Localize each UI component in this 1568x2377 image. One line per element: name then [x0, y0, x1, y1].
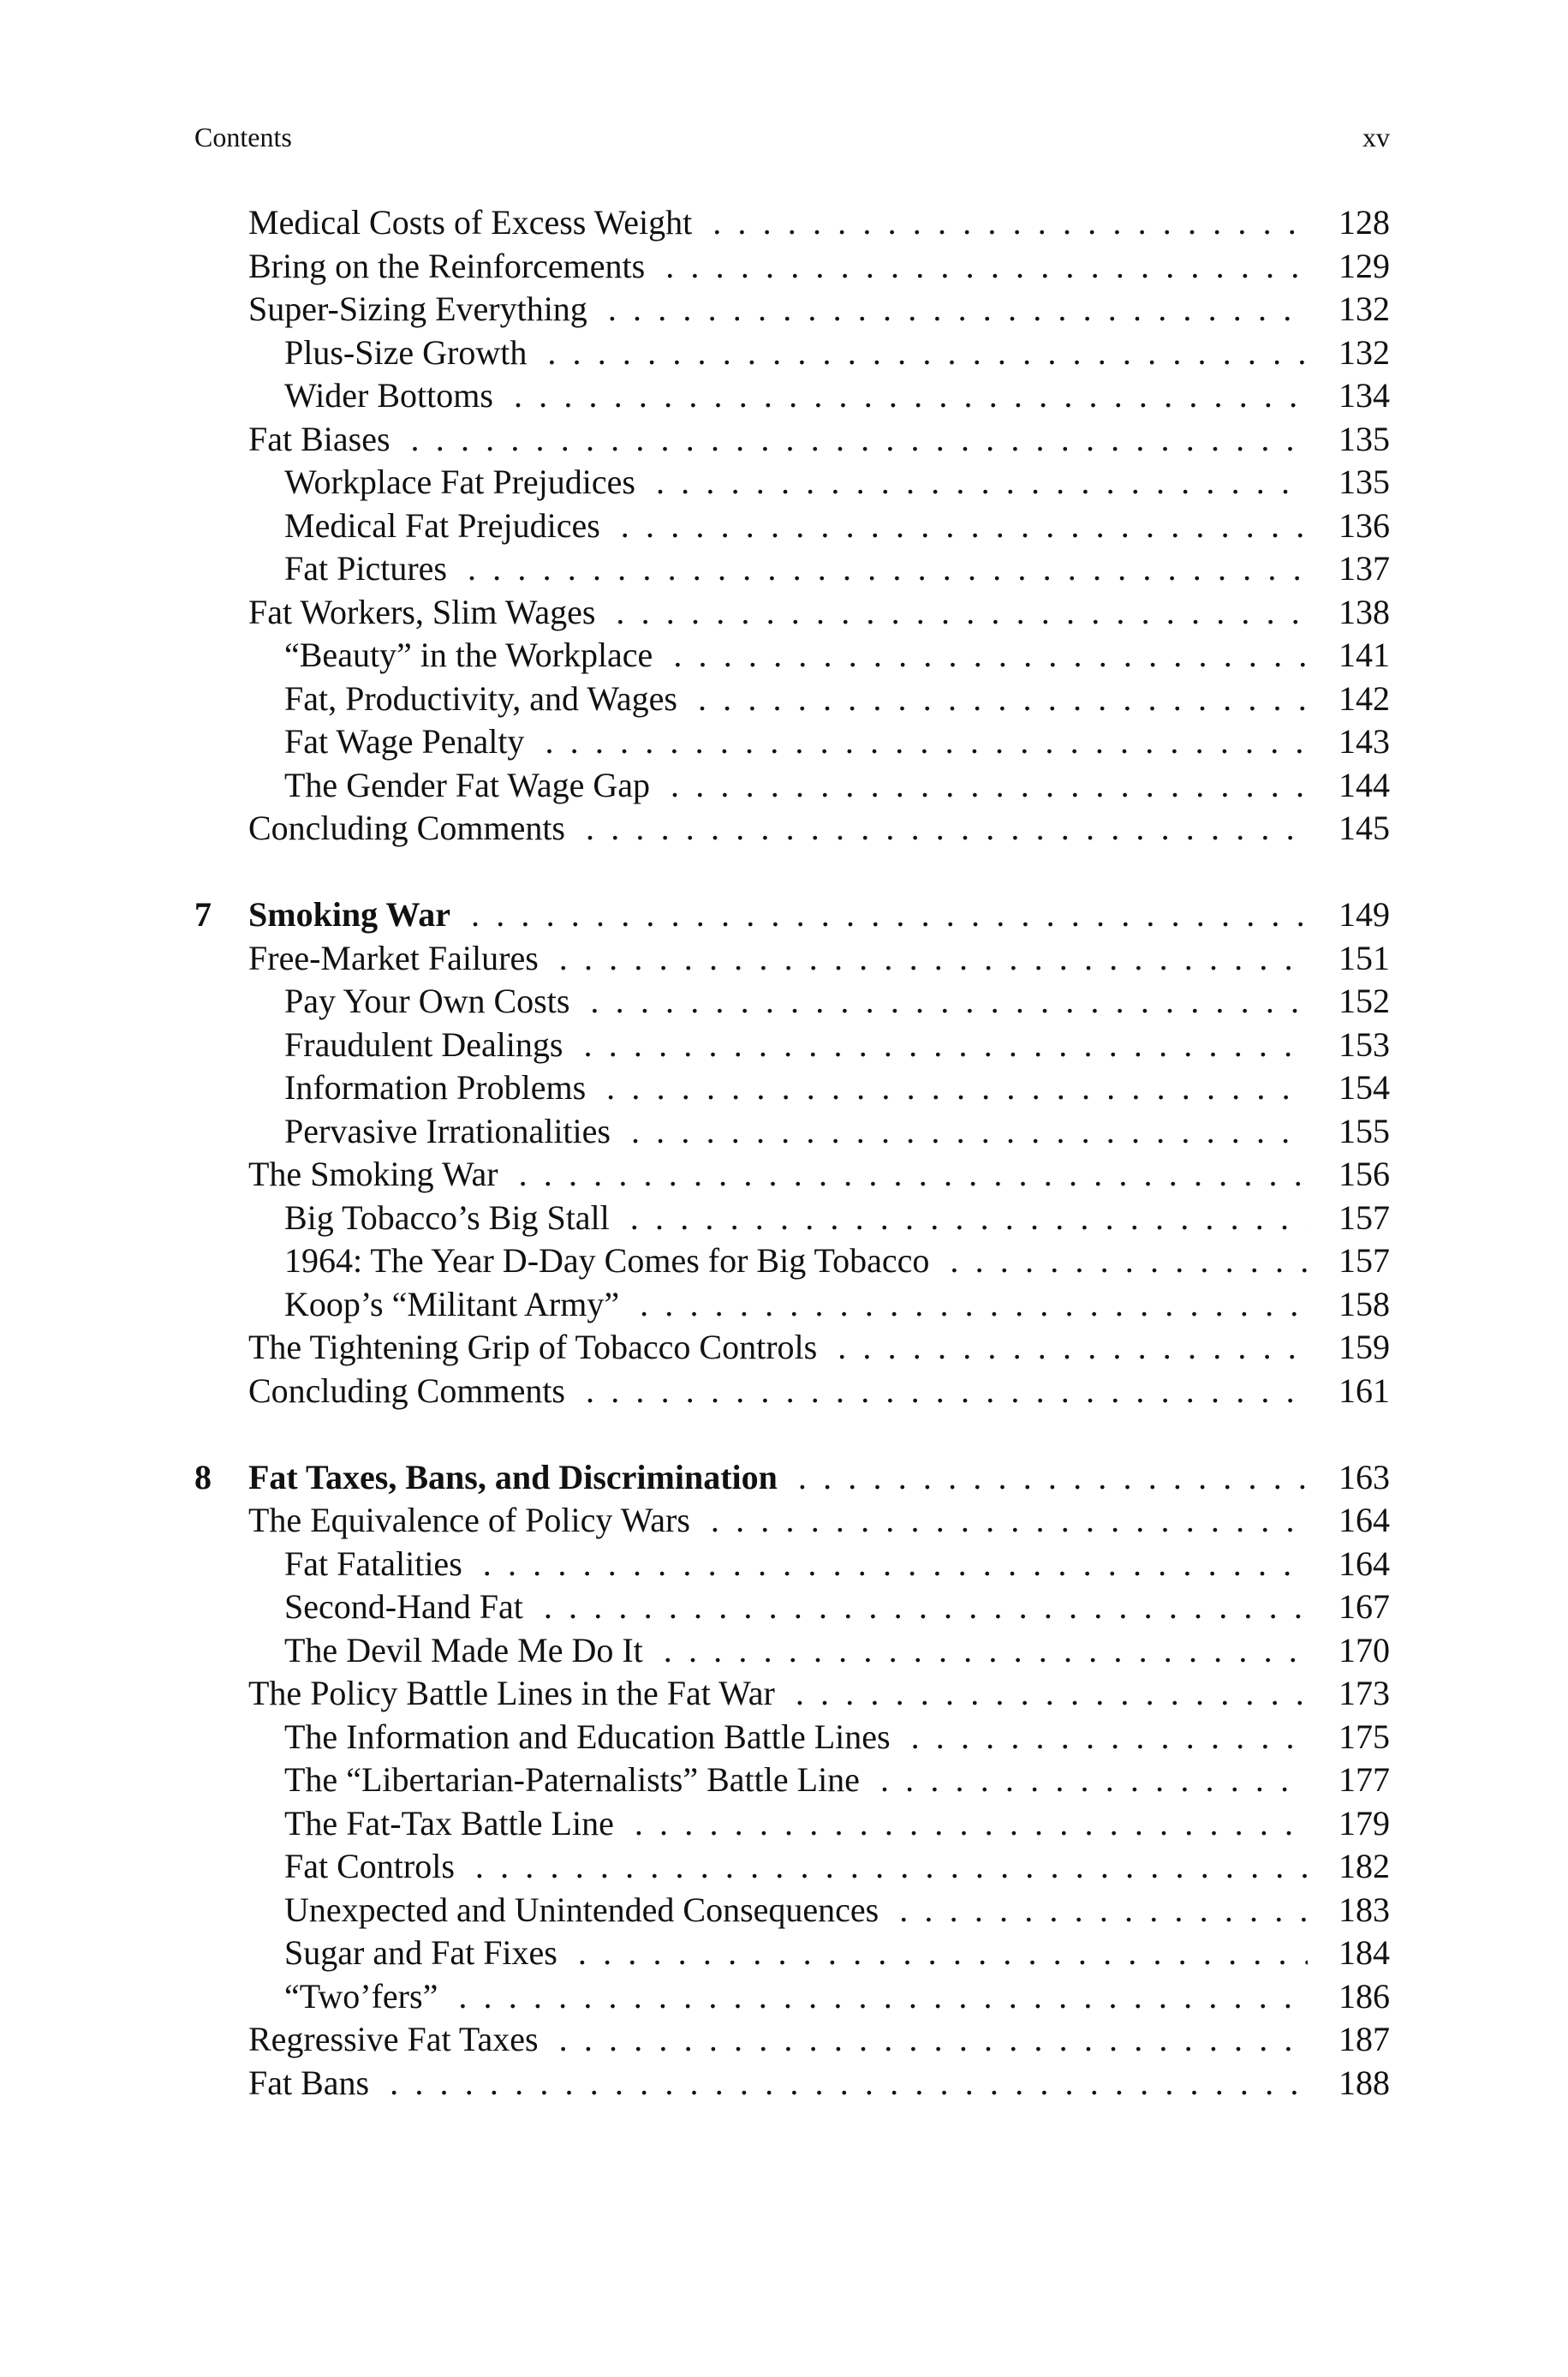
toc-entry-title-wrap	[284, 634, 1308, 678]
dot-leader	[671, 764, 1308, 808]
dot-leader	[631, 1110, 1308, 1154]
toc-entry-page-number: 136	[1338, 505, 1390, 545]
toc-entry-page-number: 161	[1338, 1371, 1390, 1410]
chapter-number: 8	[194, 1457, 212, 1496]
toc-entry-title-wrap	[284, 505, 1308, 548]
dot-leader	[468, 547, 1308, 591]
toc-subsection-entry[interactable]	[194, 1716, 1390, 1759]
toc-entry-title-wrap	[248, 2018, 1308, 2062]
toc-entry-title-wrap	[284, 461, 1308, 505]
toc-subsection-entry[interactable]	[194, 1629, 1390, 1673]
toc-entry-title-wrap	[248, 201, 1308, 245]
toc-subsection-entry[interactable]	[194, 505, 1390, 548]
toc-entry-page-number: 167	[1338, 1587, 1390, 1626]
toc-entry-title-wrap	[284, 547, 1308, 591]
toc-entry-title: Sugar and Fat Fixes	[284, 1933, 557, 1972]
toc-entry-page-number: 153	[1338, 1024, 1390, 1064]
toc-section-entry[interactable]	[194, 2018, 1390, 2062]
toc-entry-title-wrap	[248, 893, 1308, 937]
toc-entry-title-wrap	[248, 1672, 1308, 1716]
toc-entry-title-wrap	[248, 418, 1308, 462]
toc-entry-page-number: 164	[1338, 1544, 1390, 1583]
toc-entry-page-number: 137	[1338, 549, 1390, 588]
dot-leader	[616, 591, 1308, 635]
toc-entry-title-wrap	[248, 1456, 1308, 1500]
toc-subsection-entry[interactable]	[194, 1802, 1390, 1846]
toc-entry-title-wrap	[248, 937, 1308, 981]
toc-entry-title: 1964: The Year D-Day Comes for Big Tobacco	[284, 1241, 930, 1280]
toc-entry-title: Workplace Fat Prejudices	[284, 463, 635, 501]
toc-entry-page-number: 158	[1338, 1284, 1390, 1323]
toc-entry-title-wrap	[284, 1283, 1308, 1327]
toc-section-entry[interactable]	[194, 245, 1390, 289]
dot-leader	[712, 201, 1308, 245]
toc-entry-title: “Beauty” in the Workplace	[284, 636, 653, 674]
toc-entry-page-number: 170	[1338, 1630, 1390, 1669]
toc-section-entry[interactable]	[194, 1672, 1390, 1716]
toc-entry-title: Smoking War	[248, 895, 450, 934]
dot-leader	[640, 1283, 1308, 1327]
toc-entry-title-wrap	[248, 591, 1308, 635]
toc-entry-page-number: 159	[1338, 1328, 1390, 1366]
toc-entry-page-number: 163	[1338, 1457, 1390, 1496]
toc-entry-title: The Fat-Tax Battle Line	[284, 1803, 614, 1842]
toc-entry-page-number: 188	[1338, 2063, 1390, 2102]
dot-leader	[559, 2018, 1308, 2062]
toc-entry-title-wrap	[284, 720, 1308, 764]
toc-entry-title-wrap	[284, 1543, 1308, 1586]
dot-leader	[635, 1802, 1308, 1846]
dot-leader	[950, 1239, 1308, 1283]
toc-entry-page-number: 129	[1338, 246, 1390, 285]
toc-entry-title: Unexpected and Unintended Consequences	[284, 1890, 879, 1929]
toc-subsection-entry[interactable]	[194, 1543, 1390, 1586]
toc-entry-title-wrap	[284, 1629, 1308, 1673]
dot-leader	[880, 1759, 1308, 1802]
dot-leader	[911, 1716, 1308, 1759]
toc-entry-title: The Information and Education Battle Lines	[284, 1717, 891, 1756]
toc-entry-page-number: 144	[1338, 765, 1390, 804]
toc-entry-page-number: 177	[1338, 1760, 1390, 1799]
toc-entry-page-number: 134	[1338, 376, 1390, 415]
toc-entry-page-number: 179	[1338, 1803, 1390, 1842]
toc-entry-title-wrap	[284, 1197, 1308, 1240]
toc-subsection-entry[interactable]	[194, 764, 1390, 808]
dot-leader	[483, 1543, 1308, 1586]
toc-entry-page-number: 135	[1338, 419, 1390, 458]
toc-entry-page-number: 142	[1338, 678, 1390, 718]
toc-entry-title: Concluding Comments	[248, 1371, 565, 1410]
toc-section-entry[interactable]	[194, 418, 1390, 462]
toc-section-entry[interactable]	[194, 591, 1390, 635]
toc-entry-title: The Devil Made Me Do It	[284, 1630, 643, 1669]
toc-entry-title: Regressive Fat Taxes	[248, 2020, 539, 2058]
dot-leader	[590, 980, 1308, 1024]
toc-subsection-entry[interactable]	[194, 461, 1390, 505]
toc-entry-page-number: 164	[1338, 1501, 1390, 1539]
toc-subsection-entry[interactable]	[194, 374, 1390, 418]
toc-subsection-entry[interactable]	[194, 1283, 1390, 1327]
toc-section-entry[interactable]	[194, 1326, 1390, 1370]
toc-entry-title-wrap	[284, 1975, 1308, 2019]
toc-subsection-entry[interactable]	[194, 980, 1390, 1024]
dot-leader	[838, 1326, 1308, 1370]
dot-leader	[711, 1499, 1308, 1543]
toc-entry-title-wrap	[248, 1326, 1308, 1370]
toc-section-entry[interactable]	[194, 937, 1390, 981]
toc-entry-title-wrap	[284, 764, 1308, 808]
toc-entry-title: Big Tobacco’s Big Stall	[284, 1197, 610, 1237]
dot-leader	[514, 374, 1308, 418]
dot-leader	[899, 1889, 1308, 1932]
dot-leader	[578, 1932, 1308, 1975]
toc-subsection-entry[interactable]	[194, 1586, 1390, 1629]
toc-entry-page-number: 157	[1338, 1197, 1390, 1237]
toc-entry-page-number: 186	[1338, 1976, 1390, 2016]
toc-entry-page-number: 182	[1338, 1847, 1390, 1885]
toc-section-entry[interactable]	[194, 1153, 1390, 1197]
toc-entry-title-wrap	[284, 1802, 1308, 1846]
toc-entry-title-wrap	[284, 1066, 1308, 1110]
toc-entry-title: Fat Biases	[248, 419, 391, 458]
toc-section-entry[interactable]	[194, 201, 1390, 245]
toc-entry-page-number: 175	[1338, 1717, 1390, 1756]
toc-entry-page-number: 155	[1338, 1111, 1390, 1150]
dot-leader	[698, 678, 1308, 721]
dot-leader	[586, 807, 1308, 851]
toc-entry-title: Medical Costs of Excess Weight	[248, 203, 693, 242]
toc-subsection-entry[interactable]	[194, 1845, 1390, 1889]
toc-entry-title: Pervasive Irrationalities	[284, 1111, 611, 1150]
toc-entry-title-wrap	[248, 288, 1308, 331]
toc-entry-page-number: 183	[1338, 1890, 1390, 1929]
toc-subsection-entry[interactable]	[194, 1975, 1390, 2019]
toc-entry-title: Information Problems	[284, 1068, 587, 1107]
toc-group-spacer	[194, 1412, 1390, 1456]
toc-entry-page-number: 128	[1338, 203, 1390, 242]
toc-entry-page-number: 145	[1338, 809, 1390, 847]
toc-entry-title: Fat Workers, Slim Wages	[248, 592, 596, 631]
toc-subsection-entry[interactable]	[194, 1197, 1390, 1240]
toc-entry-title: The Smoking War	[248, 1155, 498, 1193]
toc-entry-title: Fat Fatalities	[284, 1544, 462, 1583]
toc-entry-title: Free-Market Failures	[248, 938, 539, 977]
toc-entry-title-wrap	[248, 1153, 1308, 1197]
toc-entry-title-wrap	[284, 374, 1308, 418]
running-head	[194, 122, 1390, 159]
toc-entry-title-wrap	[284, 1110, 1308, 1154]
dot-leader	[798, 1456, 1308, 1500]
dot-leader	[608, 288, 1308, 331]
toc-chapter-entry[interactable]	[194, 1456, 1390, 1500]
toc-entry-title: Fat Pictures	[284, 549, 447, 588]
dot-leader	[606, 1066, 1308, 1110]
dot-leader	[547, 331, 1308, 375]
toc-section-entry[interactable]	[194, 2062, 1390, 2105]
toc-entry-page-number: 152	[1338, 982, 1390, 1020]
toc-entry-title-wrap	[248, 1499, 1308, 1543]
table-of-contents	[194, 201, 1390, 2105]
toc-entry-title-wrap	[284, 980, 1308, 1024]
toc-section-entry[interactable]	[194, 1370, 1390, 1413]
toc-section-entry[interactable]	[194, 1499, 1390, 1543]
toc-entry-title-wrap	[284, 678, 1308, 721]
dot-leader	[545, 720, 1308, 764]
toc-subsection-entry[interactable]	[194, 1024, 1390, 1067]
toc-entry-page-number: 156	[1338, 1155, 1390, 1193]
toc-entry-title-wrap	[284, 1716, 1308, 1759]
toc-entry-title-wrap	[248, 1370, 1308, 1413]
toc-entry-title: Koop’s “Militant Army”	[284, 1284, 620, 1323]
dot-leader	[630, 1197, 1308, 1240]
toc-entry-title: Bring on the Reinforcements	[248, 246, 646, 285]
toc-entry-page-number: 173	[1338, 1674, 1390, 1712]
dot-leader	[673, 634, 1308, 678]
toc-entry-title-wrap	[284, 1586, 1308, 1629]
toc-entry-title-wrap	[248, 2062, 1308, 2105]
toc-entry-page-number: 138	[1338, 592, 1390, 631]
dot-leader	[621, 505, 1308, 548]
running-head-section-label: Contents	[194, 122, 292, 152]
toc-entry-title: The Gender Fat Wage Gap	[284, 765, 650, 804]
toc-entry-page-number: 184	[1338, 1933, 1390, 1972]
toc-section-entry[interactable]	[194, 807, 1390, 851]
toc-entry-title: The Equivalence of Policy Wars	[248, 1501, 690, 1539]
toc-subsection-entry[interactable]	[194, 1932, 1390, 1975]
toc-entry-title-wrap	[284, 1024, 1308, 1067]
dot-leader	[544, 1586, 1308, 1629]
dot-leader	[411, 418, 1308, 462]
toc-entry-title-wrap	[284, 1889, 1308, 1932]
toc-entry-title: Fat Wage Penalty	[284, 722, 525, 761]
toc-entry-page-number: 132	[1338, 290, 1390, 328]
dot-leader	[390, 2062, 1308, 2105]
toc-entry-title: The Policy Battle Lines in the Fat War	[248, 1674, 775, 1712]
toc-entry-title: Super-Sizing Everything	[248, 290, 587, 328]
dot-leader	[458, 1975, 1308, 2019]
toc-subsection-entry[interactable]	[194, 1239, 1390, 1283]
dot-leader	[584, 1024, 1309, 1067]
toc-subsection-entry[interactable]	[194, 720, 1390, 764]
toc-entry-page-number: 135	[1338, 463, 1390, 501]
chapter-number: 7	[194, 895, 212, 934]
toc-subsection-entry[interactable]	[194, 1110, 1390, 1154]
toc-entry-page-number: 187	[1338, 2020, 1390, 2058]
toc-entry-title-wrap	[284, 1845, 1308, 1889]
toc-entry-title: Second-Hand Fat	[284, 1587, 523, 1626]
toc-subsection-entry[interactable]	[194, 1889, 1390, 1932]
toc-entry-page-number: 151	[1338, 938, 1390, 977]
toc-entry-title: Medical Fat Prejudices	[284, 505, 600, 545]
toc-entry-title-wrap	[284, 1759, 1308, 1802]
toc-subsection-entry[interactable]	[194, 634, 1390, 678]
toc-entry-title-wrap	[248, 245, 1308, 289]
toc-entry-title-wrap	[284, 1239, 1308, 1283]
toc-entry-title-wrap	[284, 331, 1308, 375]
toc-entry-title: “Two’fers”	[284, 1976, 438, 2016]
dot-leader	[559, 937, 1308, 981]
dot-leader	[519, 1153, 1308, 1197]
toc-group-spacer	[194, 851, 1390, 894]
toc-entry-page-number: 143	[1338, 722, 1390, 761]
toc-subsection-entry[interactable]	[194, 547, 1390, 591]
dot-leader	[665, 245, 1308, 289]
toc-chapter-entry[interactable]	[194, 893, 1390, 937]
toc-subsection-entry[interactable]	[194, 1759, 1390, 1802]
toc-entry-title-wrap	[248, 807, 1308, 851]
toc-subsection-entry[interactable]	[194, 678, 1390, 721]
toc-entry-page-number: 157	[1338, 1241, 1390, 1280]
dot-leader	[475, 1845, 1308, 1889]
toc-entry-title: Plus-Size Growth	[284, 332, 528, 372]
running-head-page-number: xv	[1362, 122, 1390, 152]
toc-entry-page-number: 141	[1338, 636, 1390, 674]
toc-entry-title: Concluding Comments	[248, 809, 565, 847]
dot-leader	[471, 893, 1308, 937]
dot-leader	[656, 461, 1308, 505]
toc-entry-title: Pay Your Own Costs	[284, 982, 570, 1020]
toc-entry-page-number: 132	[1338, 332, 1390, 372]
toc-entry-title: Wider Bottoms	[284, 376, 493, 415]
toc-entry-title: Fat, Productivity, and Wages	[284, 678, 677, 718]
toc-entry-title: The “Libertarian-Paternalists” Battle Line	[284, 1760, 860, 1799]
toc-section-entry[interactable]	[194, 288, 1390, 331]
toc-subsection-entry[interactable]	[194, 1066, 1390, 1110]
toc-entry-title-wrap	[284, 1932, 1308, 1975]
toc-entry-title: Fat Controls	[284, 1847, 455, 1885]
toc-entry-title: Fat Taxes, Bans, and Discrimination	[248, 1457, 778, 1496]
dot-leader	[586, 1370, 1308, 1413]
toc-entry-title: The Tightening Grip of Tobacco Controls	[248, 1328, 818, 1366]
dot-leader	[796, 1672, 1308, 1716]
toc-entry-page-number: 149	[1338, 895, 1390, 934]
dot-leader	[664, 1629, 1308, 1673]
toc-entry-page-number: 154	[1338, 1068, 1390, 1107]
toc-subsection-entry[interactable]	[194, 331, 1390, 375]
toc-entry-title: Fat Bans	[248, 2063, 370, 2102]
toc-entry-title: Fraudulent Dealings	[284, 1024, 563, 1064]
